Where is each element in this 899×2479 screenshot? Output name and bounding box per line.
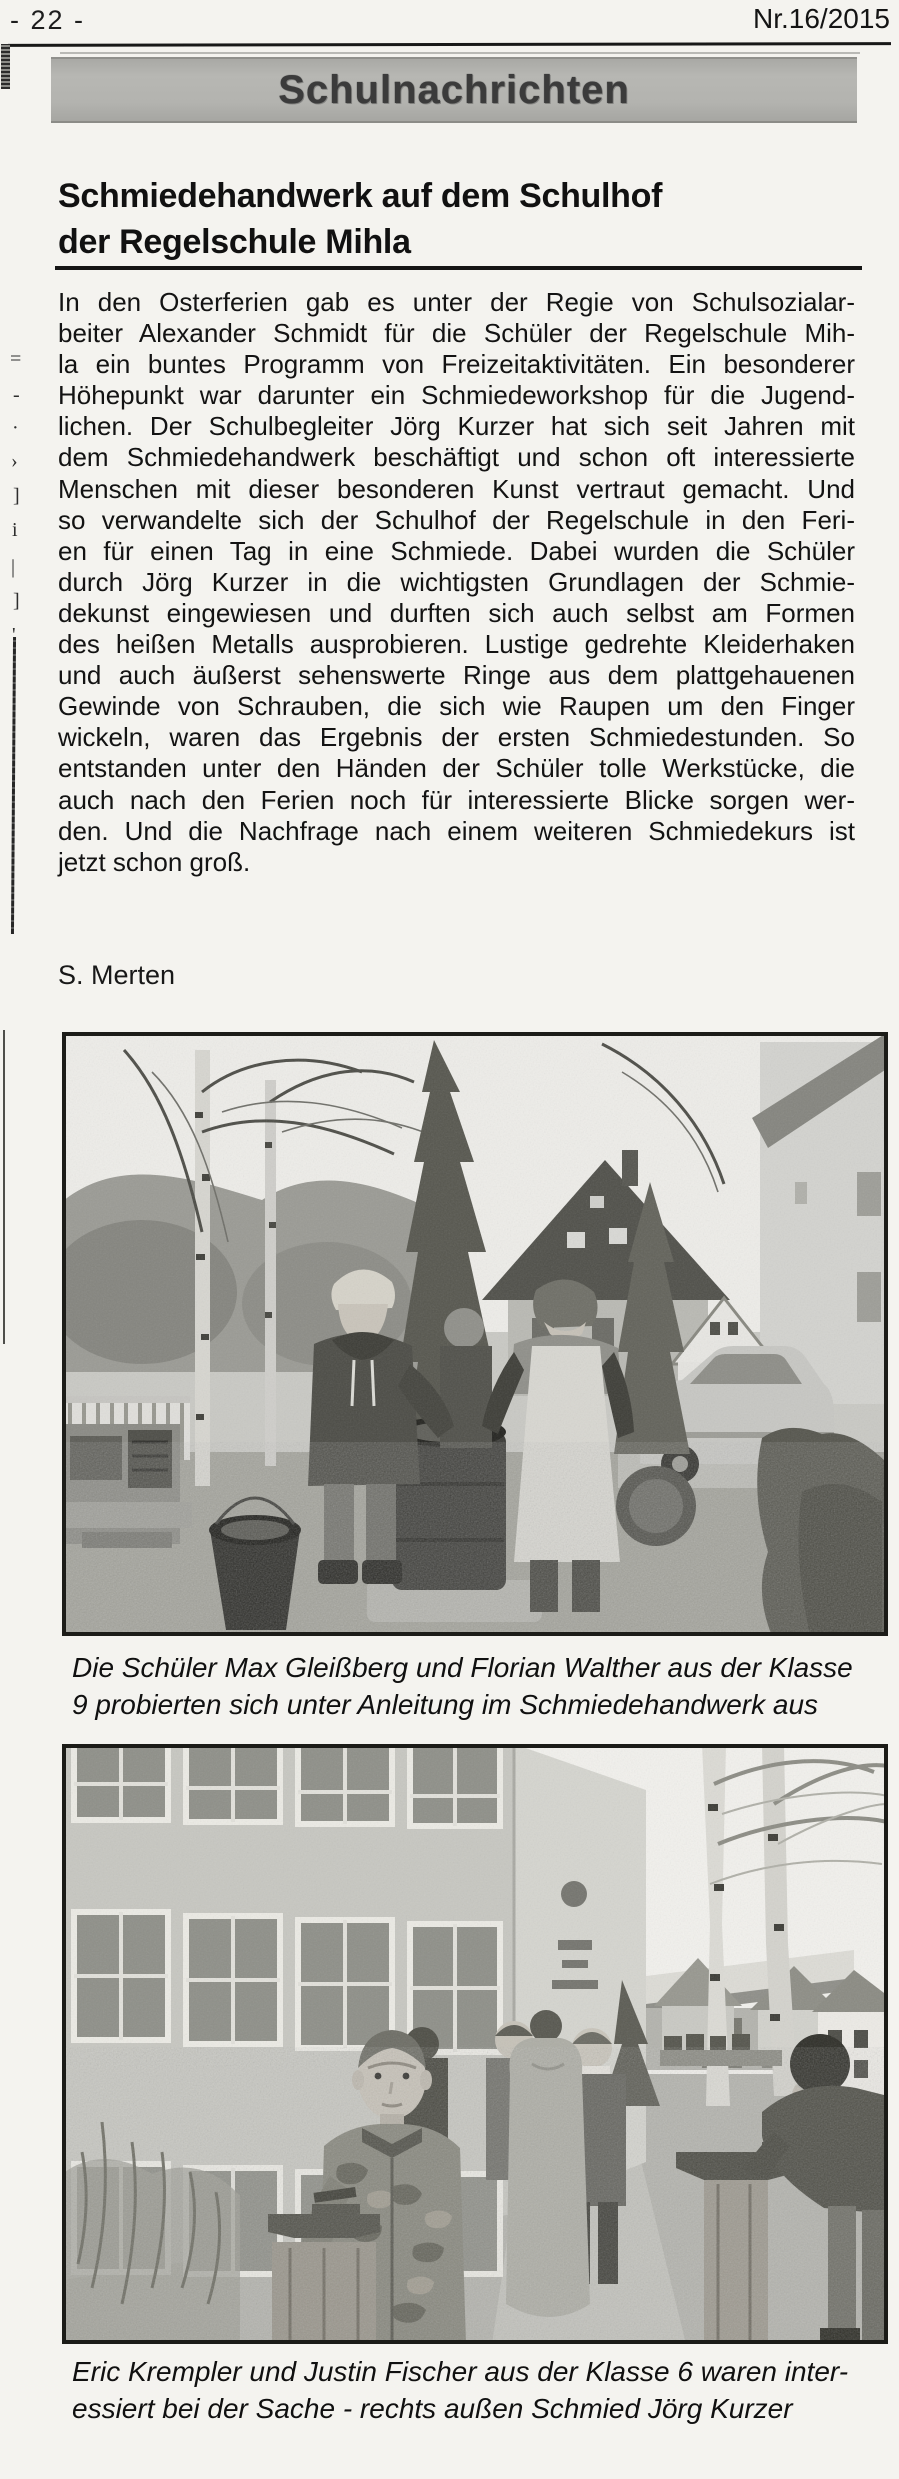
article-headline	[58, 173, 863, 265]
article-body	[58, 287, 855, 878]
photo-2-caption	[72, 2353, 872, 2427]
scan-smudge-top-left	[1, 44, 10, 89]
scan-artifact-mark: ]	[13, 485, 20, 507]
scan-line-vertical-upper	[11, 637, 16, 934]
scan-artifact-mark: -	[13, 384, 20, 406]
scan-artifact-mark: ]	[13, 590, 20, 612]
headline-line: Schmiedehandwerk auf dem Schulhof	[58, 177, 663, 215]
body-line: und auch äußerst sehenswerte Ringe aus dem plattgehauenen	[58, 660, 855, 691]
body-line: entstanden unter den Händen der Schüler tolle Werkstücke, die	[58, 753, 855, 784]
header-rule	[8, 42, 891, 47]
scan-artifact-mark: ·	[12, 417, 19, 439]
photo-2-image	[62, 1744, 888, 2344]
body-line: en für einen Tag in eine Schmiede. Dabei wurden die Schüler	[58, 535, 855, 566]
body-line: den. Und die Nachfrage nach einem weiteren Schmiedekurs ist	[58, 815, 855, 846]
body-line: Höhepunkt war darunter ein Schmiedeworkshop für die Jugend-	[58, 380, 855, 411]
scan-line-vertical-lower	[3, 1030, 5, 1344]
article-author: S. Merten	[58, 960, 176, 990]
caption-line: essiert bei der Sache - rechts außen Schmied Jörg Kurzer	[72, 2393, 793, 2424]
section-banner	[51, 57, 857, 123]
body-line: dem Schmiedehandwerk beschäftigt und schon oft interessierte	[58, 442, 855, 473]
body-line: la ein buntes Programm von Freizeitaktivitäten. Ein besonderer	[58, 349, 855, 380]
scan-artifact-mark: =	[10, 348, 22, 370]
section-banner-title: Schulnachrichten	[278, 67, 630, 112]
body-line: durch Jörg Kurzer in die wichtigsten Grundlagen der Schmie-	[58, 566, 855, 597]
photo-1	[62, 1032, 888, 1636]
body-line: beiter Alexander Schmidt für die Schüler der Regelschule Mih-	[58, 318, 855, 349]
body-line: so verwandelte sich der Schulhof der Regelschule in den Feri-	[58, 504, 855, 535]
scan-artifact-mark: i	[12, 519, 18, 541]
page-number: - 22 -	[10, 5, 86, 35]
headline-line: der Regelschule Mihla	[58, 223, 411, 261]
scan-artifact-mark: ›	[11, 450, 18, 472]
body-line: Menschen mit dieser besonderen Kunst vertraut gemacht. Und	[58, 473, 855, 504]
photo-2	[62, 1744, 888, 2344]
photo-1-image	[62, 1032, 888, 1636]
issue-number: Nr.16/2015	[753, 3, 890, 34]
caption-line: Die Schüler Max Gleißberg und Florian Walther aus der Klasse	[72, 1652, 853, 1683]
body-line: des heißen Metalls ausprobieren. Lustige gedrehte Kleiderhaken	[58, 629, 855, 660]
body-line: lichen. Der Schulbegleiter Jörg Kurzer hat sich seit Jahren mit	[58, 411, 855, 442]
caption-line: Eric Krempler und Justin Fischer aus der Klasse 6 waren inter-	[72, 2356, 849, 2387]
body-line: dekunst eingewiesen und durften sich auch selbst am Formen	[58, 597, 855, 628]
body-line: In den Osterferien gab es unter der Regie von Schulsozialar-	[58, 287, 855, 317]
body-line: auch nach den Ferien noch für interessierte Blicke sorgen wer-	[58, 784, 855, 815]
body-line: jetzt schon groß.	[58, 846, 251, 877]
headline-rule	[55, 266, 862, 270]
body-line: Gewinde von Schrauben, die sich wie Raupen um den Finger	[58, 691, 855, 722]
header-rule-shadow	[60, 52, 860, 54]
photo-1-caption	[72, 1649, 872, 1723]
scan-artifact-mark: |	[11, 556, 16, 578]
body-line: wickeln, waren das Ergebnis der ersten Schmiedestunden. So	[58, 722, 855, 753]
scan-artifact-mark: '	[12, 624, 16, 646]
caption-line: 9 probierten sich unter Anleitung im Schmiedehandwerk aus	[72, 1689, 819, 1720]
